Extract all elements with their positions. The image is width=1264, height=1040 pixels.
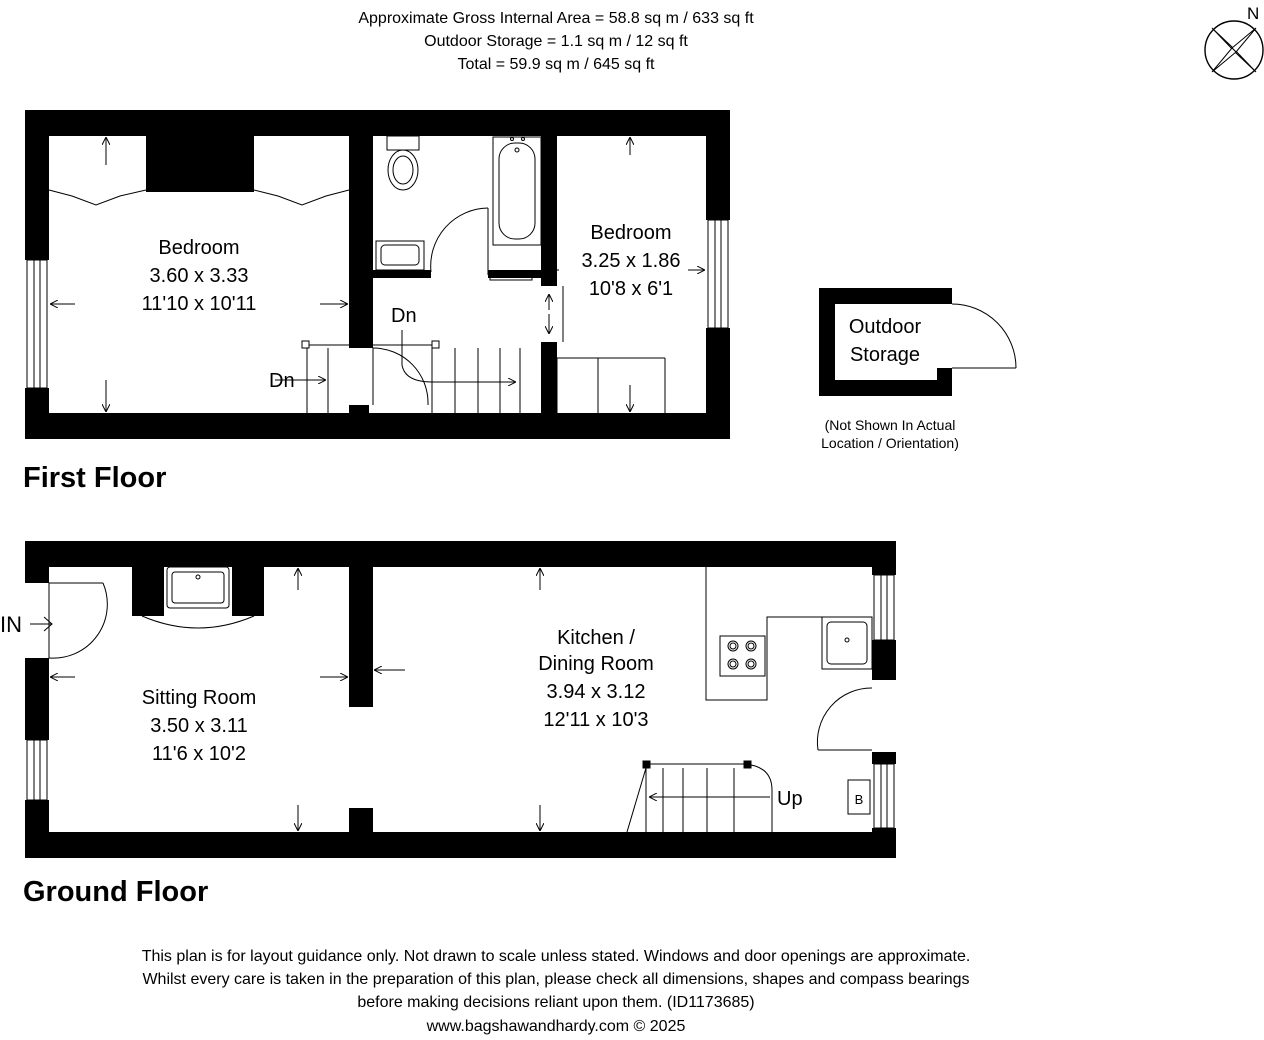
ground-floor-right-wall: [872, 541, 896, 575]
ground-floor-stairs: [627, 761, 772, 832]
north-compass-icon: [1205, 4, 1263, 79]
bedroom2-metric: 3.25 x 1.86: [581, 250, 681, 272]
first-floor-top-wall: [25, 110, 730, 136]
bath-icon: [493, 137, 541, 245]
bathroom-door: [431, 208, 488, 275]
bedroom1-partition-wall: [349, 136, 373, 288]
stairs-up-label: Up: [777, 788, 803, 810]
bedroom1-imperial: 11'10 x 10'11: [141, 293, 257, 315]
disclaimer-line-1: This plan is for layout guidance only. Not drawn to scale unless stated. Windows and door openings are approximate.: [141, 948, 971, 965]
bedroom1-door: [373, 348, 428, 405]
first-floor-plan: [25, 110, 730, 439]
first-floor-right-wall: [706, 110, 730, 220]
sitting-room-metric: 3.50 x 3.11: [150, 715, 248, 737]
back-door: [817, 688, 872, 750]
fireplace-left: [132, 567, 164, 616]
ground-floor-partition: [349, 567, 373, 707]
toilet-icon: [387, 136, 419, 190]
kitchen-imperial: 12'11 x 10'3: [543, 709, 649, 731]
basin-icon: [376, 241, 424, 270]
storage-door: [952, 304, 1016, 368]
bathroom-partition-wall: [541, 136, 557, 286]
outdoor-storage-plan: [819, 288, 1016, 451]
bedroom2-imperial: 10'8 x 6'1: [588, 278, 674, 300]
first-floor-title: First Floor: [23, 462, 167, 494]
bedroom1-metric: 3.60 x 3.33: [149, 265, 249, 287]
kitchen-name-2: Dining Room: [538, 653, 654, 675]
first-floor-stairs: [275, 330, 665, 413]
ground-floor-dimension-arrows: [51, 569, 540, 830]
stairs-down-label-1: Dn: [391, 305, 417, 327]
wardrobe-doors: [49, 190, 349, 205]
total-area-text: Total = 59.9 sq m / 645 sq ft: [457, 56, 655, 73]
kitchen-metric: 3.94 x 3.12: [546, 681, 646, 703]
ground-floor-plan: [0, 541, 896, 858]
ground-floor-left-wall: [25, 541, 49, 583]
sitting-room-imperial: 11'6 x 10'2: [151, 743, 247, 765]
first-floor-bottom-wall: [25, 413, 730, 439]
storage-label-1: Outdoor: [848, 316, 922, 338]
kitchen-units: [706, 567, 872, 700]
compass-north-label: N: [1247, 4, 1260, 23]
fireplace-right: [232, 567, 264, 616]
sitting-room-name: Sitting Room: [141, 687, 257, 709]
outdoor-storage-area-text: Outdoor Storage = 1.1 sq m / 12 sq ft: [424, 33, 688, 50]
first-floor-left-wall: [25, 110, 49, 260]
storage-note-1: (Not Shown In Actual: [824, 417, 956, 433]
stairs-down-label-2: Dn: [269, 370, 295, 392]
ground-floor-title: Ground Floor: [23, 876, 209, 908]
storage-label-2: Storage: [849, 344, 921, 366]
disclaimer-line-2: Whilst every care is taken in the preparation of this plan, please check all dimensions, shapes and compass bearings: [142, 971, 970, 988]
bedroom1-name: Bedroom: [158, 237, 240, 259]
boiler-label: B: [854, 792, 864, 807]
kitchen-sink-icon: [822, 617, 872, 669]
disclaimer-line-3: before making decisions reliant upon them. (ID1173685): [357, 994, 755, 1011]
gross-area-text: Approximate Gross Internal Area = 58.8 sq m / 633 sq ft: [358, 10, 754, 27]
storage-note-2: Location / Orientation): [821, 435, 959, 451]
bedroom2-name: Bedroom: [590, 222, 672, 244]
ground-floor-bottom-wall: [25, 832, 896, 858]
front-door: [30, 583, 107, 658]
chimney-breast: [146, 136, 254, 192]
bedroom2-window: [708, 220, 728, 328]
bedroom1-window: [27, 260, 47, 388]
kitchen-name-1: Kitchen /: [557, 627, 635, 649]
entrance-label: IN: [0, 612, 22, 637]
ground-floor-top-wall: [25, 541, 896, 567]
website-copyright: www.bagshawandhardy.com © 2025: [426, 1018, 686, 1035]
bathroom-lower-wall: [373, 270, 431, 278]
